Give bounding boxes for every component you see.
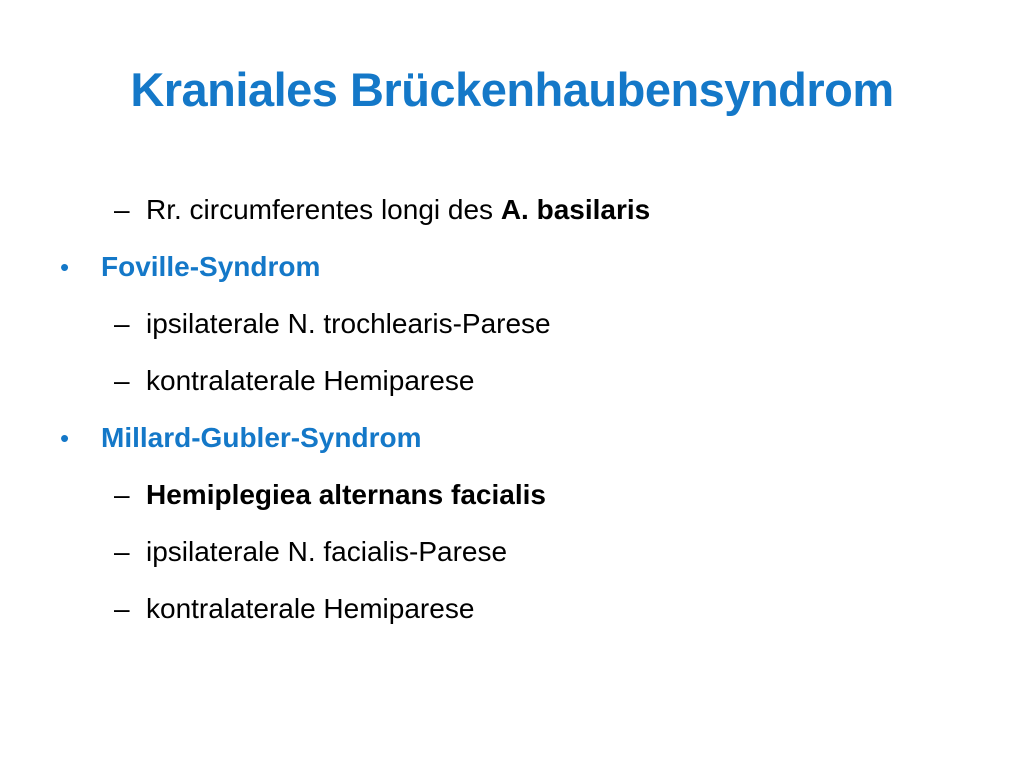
slide-title: Kraniales Brückenhaubensyndrom — [130, 63, 894, 116]
dash-bullet: – — [114, 308, 130, 339]
dash-bullet: – — [114, 194, 130, 225]
list-item-heading: Millard-Gubler-Syndrom — [101, 422, 422, 453]
bullet-icon: • — [60, 423, 70, 453]
dash-bullet: – — [114, 365, 130, 396]
dash-bullet: – — [114, 536, 130, 567]
list-item-text: ipsilaterale N. facialis-Parese — [146, 536, 508, 567]
list-item-bold-text: Hemiplegiea alternans facialis — [146, 479, 546, 510]
list-item-text: kontralaterale Hemiparese — [146, 365, 475, 396]
bullet-icon: • — [60, 252, 70, 282]
dash-bullet: – — [114, 479, 130, 510]
list-item-text: kontralaterale Hemiparese — [146, 593, 475, 624]
list-item-text — [146, 188, 650, 232]
list-item-text: ipsilaterale N. trochlearis-Parese — [146, 308, 551, 339]
list-item-heading: Foville-Syndrom — [101, 251, 321, 282]
list-item-plain-text: Rr. circumferentes longi des — [146, 194, 501, 225]
dash-bullet: – — [114, 593, 130, 624]
list-item-bold-text: A. basilaris — [500, 194, 651, 225]
